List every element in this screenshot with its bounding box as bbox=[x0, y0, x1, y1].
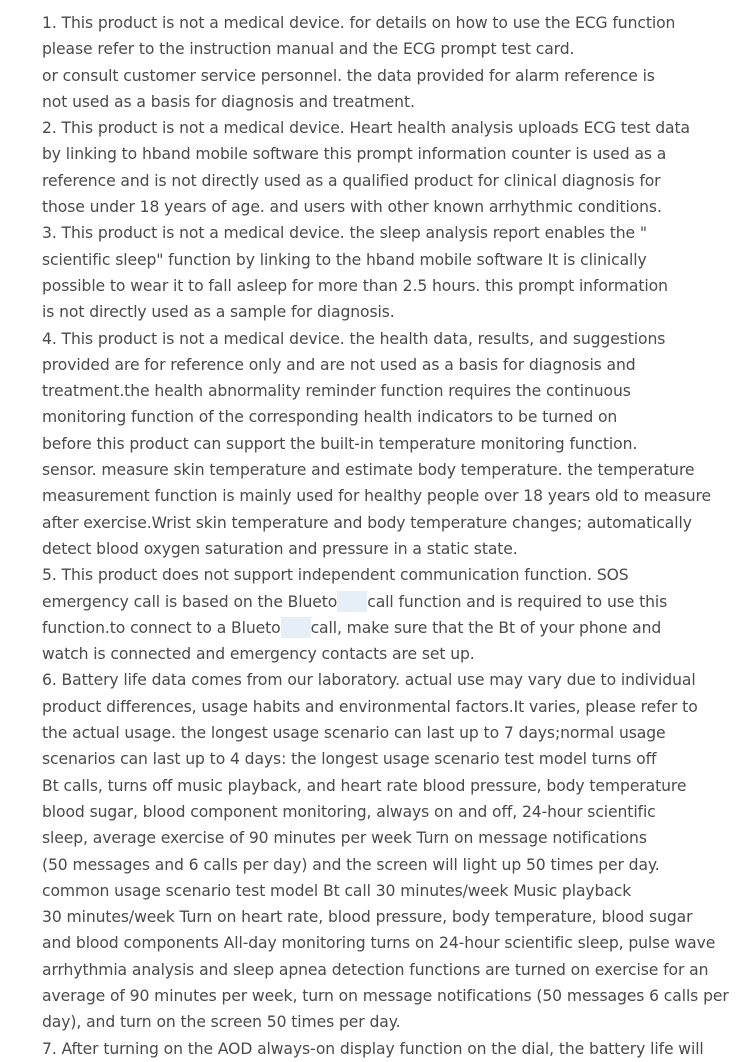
text-line: those under 18 years of age. and users with other known arrhythmic conditions. bbox=[42, 198, 662, 217]
text-line: the actual usage. the longest usage scenario can last up to 7 days;normal usage bbox=[42, 724, 666, 743]
text-line: reference and is not directly used as a qualified product for clinical diagnosis for bbox=[42, 171, 661, 190]
text-line: 4. This product is not a medical device. the health data, results, and suggestions bbox=[42, 329, 666, 348]
text-line: is not directly used as a sample for diagnosis. bbox=[42, 303, 395, 322]
text-line: sensor. measure skin temperature and estimate body temperature. the temperature bbox=[42, 461, 695, 480]
disclaimer-text bbox=[42, 10, 742, 1062]
text-line: possible to wear it to fall asleep for more than 2.5 hours. this prompt information bbox=[42, 276, 668, 295]
text-line: scenarios can last up to 4 days: the longest usage scenario test model turns off bbox=[42, 750, 657, 769]
text-line: average of 90 minutes per week, turn on message notifications (50 messages 6 calls per bbox=[42, 986, 729, 1005]
text-line: by linking to hband mobile software this prompt information counter is used as a bbox=[42, 145, 667, 164]
text-line: scientific sleep" function by linking to the hband mobile software It is clinically bbox=[42, 250, 647, 269]
text-segment: call, make sure that the Bt of your phone and bbox=[310, 618, 662, 637]
text-line: day), and turn on the screen 50 times per day. bbox=[42, 1013, 401, 1032]
text-line: and blood components All-day monitoring turns on 24-hour scientific sleep, pulse wave bbox=[42, 934, 716, 953]
text-line: or consult customer service personnel. the data provided for alarm reference is bbox=[42, 66, 655, 85]
redaction-block bbox=[281, 617, 311, 638]
text-line: detect blood oxygen saturation and pressure in a static state. bbox=[42, 539, 518, 558]
text-segment: emergency call is based on the Blueto bbox=[42, 592, 338, 611]
text-line bbox=[42, 615, 742, 641]
text-line: product differences, usage habits and environmental factors.It varies, please refer to bbox=[42, 697, 698, 716]
text-line: please refer to the instruction manual and the ECG prompt test card. bbox=[42, 40, 575, 59]
text-line: 5. This product does not support independent communication function. SOS bbox=[42, 566, 629, 585]
text-line: before this product can support the built-in temperature monitoring function. bbox=[42, 434, 638, 453]
text-line: watch is connected and emergency contacts are set up. bbox=[42, 645, 475, 664]
text-segment: call function and is required to use this bbox=[367, 592, 668, 611]
text-line: provided are for reference only and are not used as a basis for diagnosis and bbox=[42, 355, 636, 374]
text-line: sleep, average exercise of 90 minutes per week Turn on message notifications bbox=[42, 829, 647, 848]
text-segment: function.to connect to a Blueto bbox=[42, 618, 281, 637]
text-line: 3. This product is not a medical device. the sleep analysis report enables the " bbox=[42, 224, 647, 243]
text-line: 30 minutes/week Turn on heart rate, blood pressure, body temperature, blood sugar bbox=[42, 908, 693, 927]
text-line: measurement function is mainly used for healthy people over 18 years old to measure bbox=[42, 487, 711, 506]
text-line: after exercise.Wrist skin temperature and body temperature changes; automatically bbox=[42, 513, 692, 532]
text-line: (50 messages and 6 calls per day) and the screen will light up 50 times per day. bbox=[42, 855, 660, 874]
text-line: 6. Battery life data comes from our laboratory. actual use may vary due to individual bbox=[42, 671, 696, 690]
text-line: 2. This product is not a medical device. Heart health analysis uploads ECG test data bbox=[42, 119, 690, 138]
redaction-block bbox=[337, 591, 367, 612]
text-line: treatment.the health abnormality reminder function requires the continuous bbox=[42, 382, 631, 401]
text-line: monitoring function of the corresponding health indicators to be turned on bbox=[42, 408, 618, 427]
text-line: 7. After turning on the AOD always-on display function on the dial, the battery life will bbox=[42, 1039, 704, 1058]
text-line: common usage scenario test model Bt call 30 minutes/week Music playback bbox=[42, 881, 632, 900]
text-line: Bt calls, turns off music playback, and heart rate blood pressure, body temperature bbox=[42, 776, 687, 795]
text-line: arrhythmia analysis and sleep apnea detection functions are turned on exercise for an bbox=[42, 960, 709, 979]
text-line: 1. This product is not a medical device. for details on how to use the ECG function bbox=[42, 14, 676, 32]
text-line: not used as a basis for diagnosis and treatment. bbox=[42, 92, 415, 111]
text-line: blood sugar, blood component monitoring, always on and off, 24-hour scientific bbox=[42, 802, 656, 821]
text-line bbox=[42, 589, 742, 615]
